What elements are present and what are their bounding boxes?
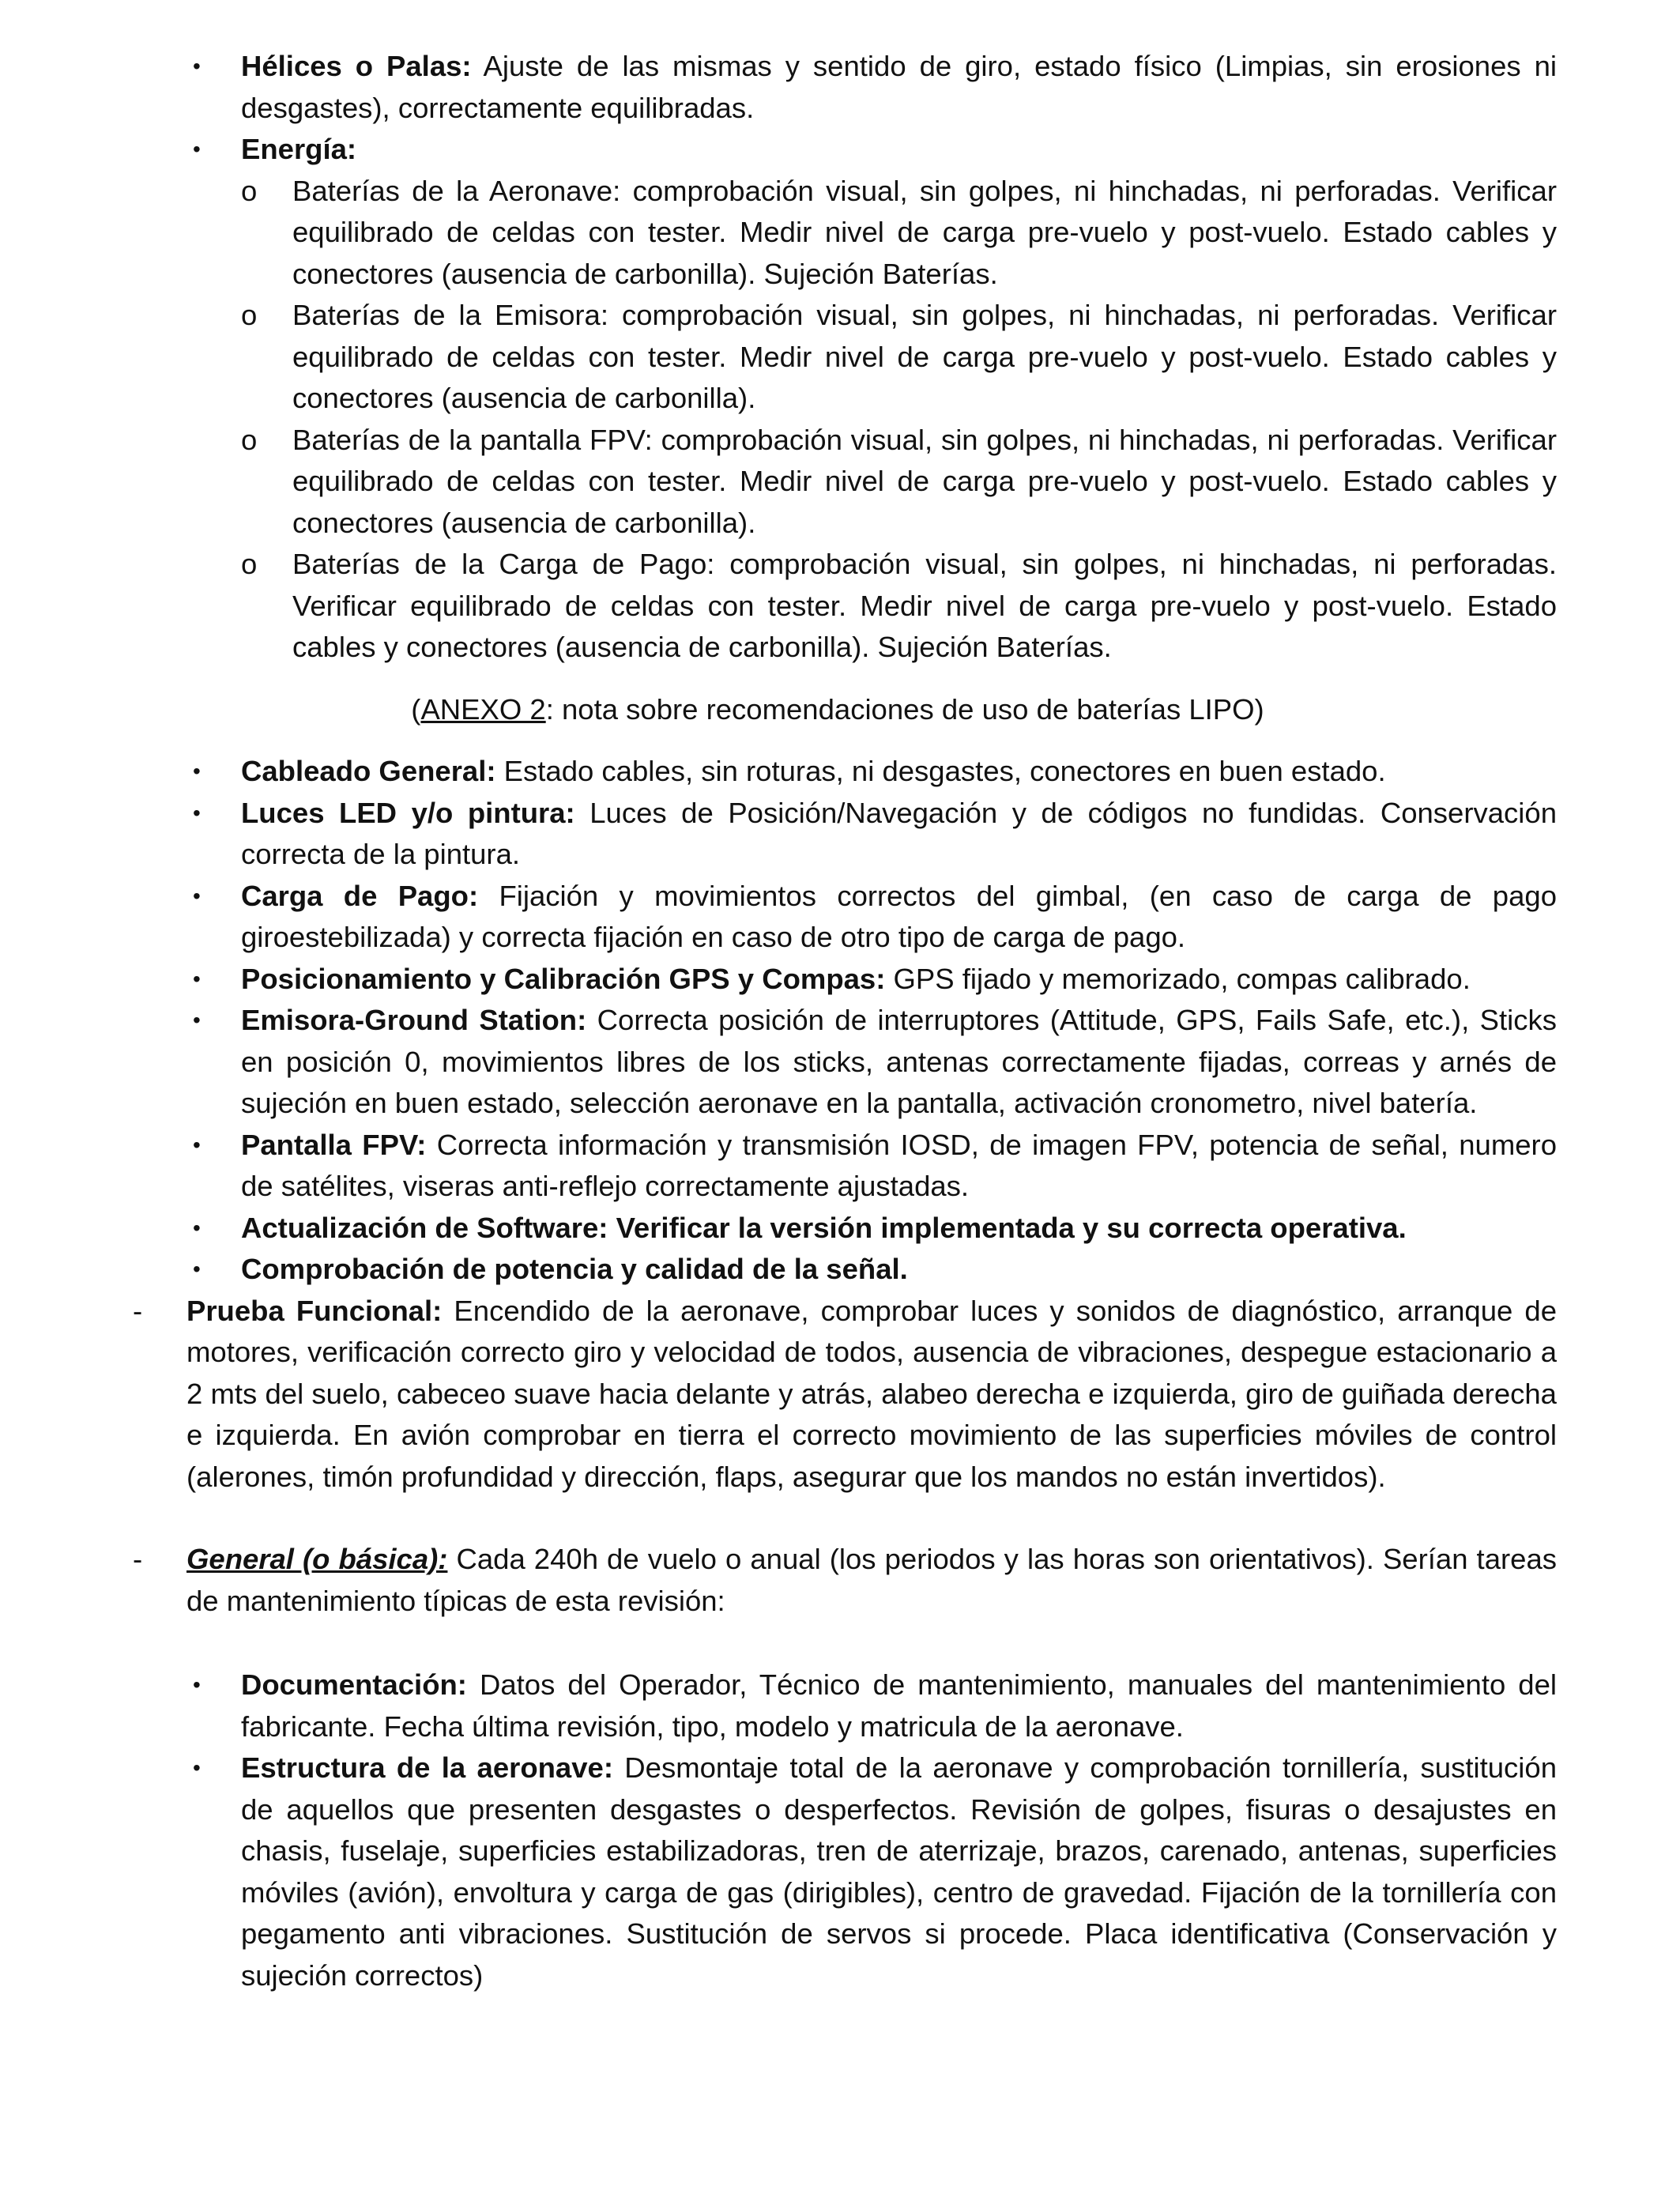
prueba-funcional-paragraph [119,1291,1557,1498]
item-text: GPS fijado y memorizado, compas calibrado. [885,962,1471,995]
annex-link[interactable]: ANEXO 2 [420,692,546,726]
item-label: Hélices o Palas: [241,50,472,82]
paragraph-text: Encendido de la aeronave, comprobar luces y sonidos de diagnóstico, arranque de motores, verificación correcto giro y velocidad de todos, ausencia de vibraciones, despegue estacionario a 2 mts del suelo, cabeceo suave hacia delante y atrás, alabeo derecha e izquierda, giro de guiñada derecha e izquierda. En avión comprobar en tierra el correcto movimiento de las superficies móviles de control (alerones, timón profundidad y dirección, flaps, asegurar que los mandos no están invertidos). [186,1294,1557,1493]
item-text: Baterías de la Aeronave: comprobación visual, sin golpes, ni hinchadas, ni perforadas. Verificar equilibrado de celdas con tester. Medir nivel de carga pre-vuelo y post-vuelo. Estado cables y conectores (ausencia de carbonilla). Sujeción Baterías. [292,174,1557,290]
list-item [119,1747,1557,1996]
item-label: Estructura de la aeronave: [241,1751,613,1784]
bullet-icon: • [193,759,201,783]
paragraph-text: Cada 240h de vuelo o anual (los periodos y las horas son orientativos). Serían tareas de mantenimiento típicas de esta revisión: [186,1543,1557,1617]
item-label: Posicionamiento y Calibración GPS y Compas: [241,962,886,995]
paragraph-label: Prueba Funcional: [186,1294,443,1327]
list-item [119,793,1557,876]
list-item [119,1249,1557,1291]
item-text: Luces de Posición/Navegación y de códigos no fundidas. Conservación correcta de la pintura. [241,796,1557,870]
sub-list-item [119,295,1557,420]
item-text: Baterías de la pantalla FPV: comprobación visual, sin golpes, ni hinchadas, ni perforadas. Verificar equilibrado de celdas con tester. Medir nivel de carga pre-vuelo y post-vuelo. Estado cables y conectores (ausencia de carbonilla). [292,423,1557,539]
list-item [119,1208,1557,1250]
item-text: Baterías de la Carga de Pago: comprobación visual, sin golpes, ni hinchadas, ni perforadas. Verificar equilibrado de celdas con tester. Medir nivel de carga pre-vuelo y post-vuelo. Estado cables y conectores (ausencia de carbonilla). Sujeción Baterías. [292,548,1557,663]
item-text: Datos del Operador, Técnico de mantenimiento, manuales del mantenimiento del fabricante. Fecha última revisión, tipo, modelo y matricula de la aeronave. [241,1668,1557,1743]
list-item [119,46,1557,129]
list-item [119,959,1557,1001]
bullet-icon: • [193,1755,201,1780]
item-text: Correcta información y transmisión IOSD, de imagen FPV, potencia de señal, numero de satélites, viseras anti-reflejo correctamente ajustadas. [241,1128,1558,1202]
item-label: Cableado General: [241,755,496,787]
item-label: Carga de Pago: [241,879,479,912]
sub-list-item [119,544,1557,669]
list-item [119,1125,1557,1208]
circle-bullet-icon: o [241,174,258,207]
list-item [119,751,1557,793]
bullet-icon: • [193,1672,201,1697]
list-item [119,1000,1557,1125]
dash-marker: - [133,1294,143,1327]
circle-bullet-icon: o [241,423,258,456]
item-label: Documentación: [241,1668,467,1701]
bullet-icon: • [193,966,201,991]
item-label: Emisora-Ground Station: [241,1004,587,1036]
bullet-icon: • [193,883,201,908]
item-text: Baterías de la Emisora: comprobación visual, sin golpes, ni hinchadas, ni perforadas. Verificar equilibrado de celdas con tester. Medir nivel de carga pre-vuelo y post-vuelo. Estado cables y conectores (ausencia de carbonilla). [292,299,1557,414]
bullet-icon: • [193,1008,201,1032]
circle-bullet-icon: o [241,548,258,580]
bullet-icon: • [193,1132,201,1157]
list-item [119,1664,1557,1747]
item-text: Desmontaje total de la aeronave y comprobación tornillería, sustitución de aquellos que presenten desgastes o desperfectos. Revisión de golpes, fisuras o desajustes en chasis, fuselaje, superficies estabilizadoras, tren de aterrizaje, brazos, carenado, antenas, superficies móviles (avión), envoltura y carga de gas (dirigibles), centro de gravedad. Fijación de la tornillería con pegamento anti vibraciones. Sustitución de servos si procede. Placa identificativa (Conservación y sujeción correctos) [241,1751,1557,1992]
dash-marker: - [133,1543,143,1575]
item-text: Correcta posición de interruptores (Attitude, GPS, Fails Safe, etc.), Sticks en posición 0, movimientos libres de los sticks, antenas correctamente fijadas, correas y arnés de sujeción en buen estado, selección aeronave en la pantalla, activación cronometro, nivel batería. [241,1004,1557,1119]
item-text: Fijación y movimientos correctos del gimbal, (en caso de carga de pago giroestebilizada) y correcta fijación en caso de otro tipo de carga de pago. [241,879,1557,953]
bullet-icon: • [193,137,201,161]
item-label: Pantalla FPV: [241,1128,427,1161]
bullet-icon: • [193,800,201,825]
item-label: Energía: [241,133,357,165]
item-label: Luces LED y/o pintura: [241,796,575,829]
bullet-icon: • [193,1257,201,1281]
sub-list-item [119,171,1557,296]
list-item [119,876,1557,959]
circle-bullet-icon: o [241,299,258,331]
annex-note: (ANEXO 2: nota sobre recomendaciones de uso de baterías LIPO) [411,692,1264,726]
sub-list-item [119,420,1557,545]
item-text: Ajuste de las mismas y sentido de giro, estado físico (Limpias, sin erosiones ni desgastes), correctamente equilibradas. [241,50,1557,124]
general-section-paragraph [119,1539,1557,1622]
bullet-icon: • [193,54,201,78]
bullet-icon: • [193,1215,201,1240]
list-item [119,129,1557,171]
item-label: Comprobación de potencia y calidad de la señal. [241,1253,908,1285]
section-title: General (o básica): [186,1543,448,1575]
item-text: Estado cables, sin roturas, ni desgastes, conectores en buen estado. [495,755,1386,787]
item-label: Actualización de Software: Verificar la versión implementada y su correcta operativa. [241,1211,1407,1244]
